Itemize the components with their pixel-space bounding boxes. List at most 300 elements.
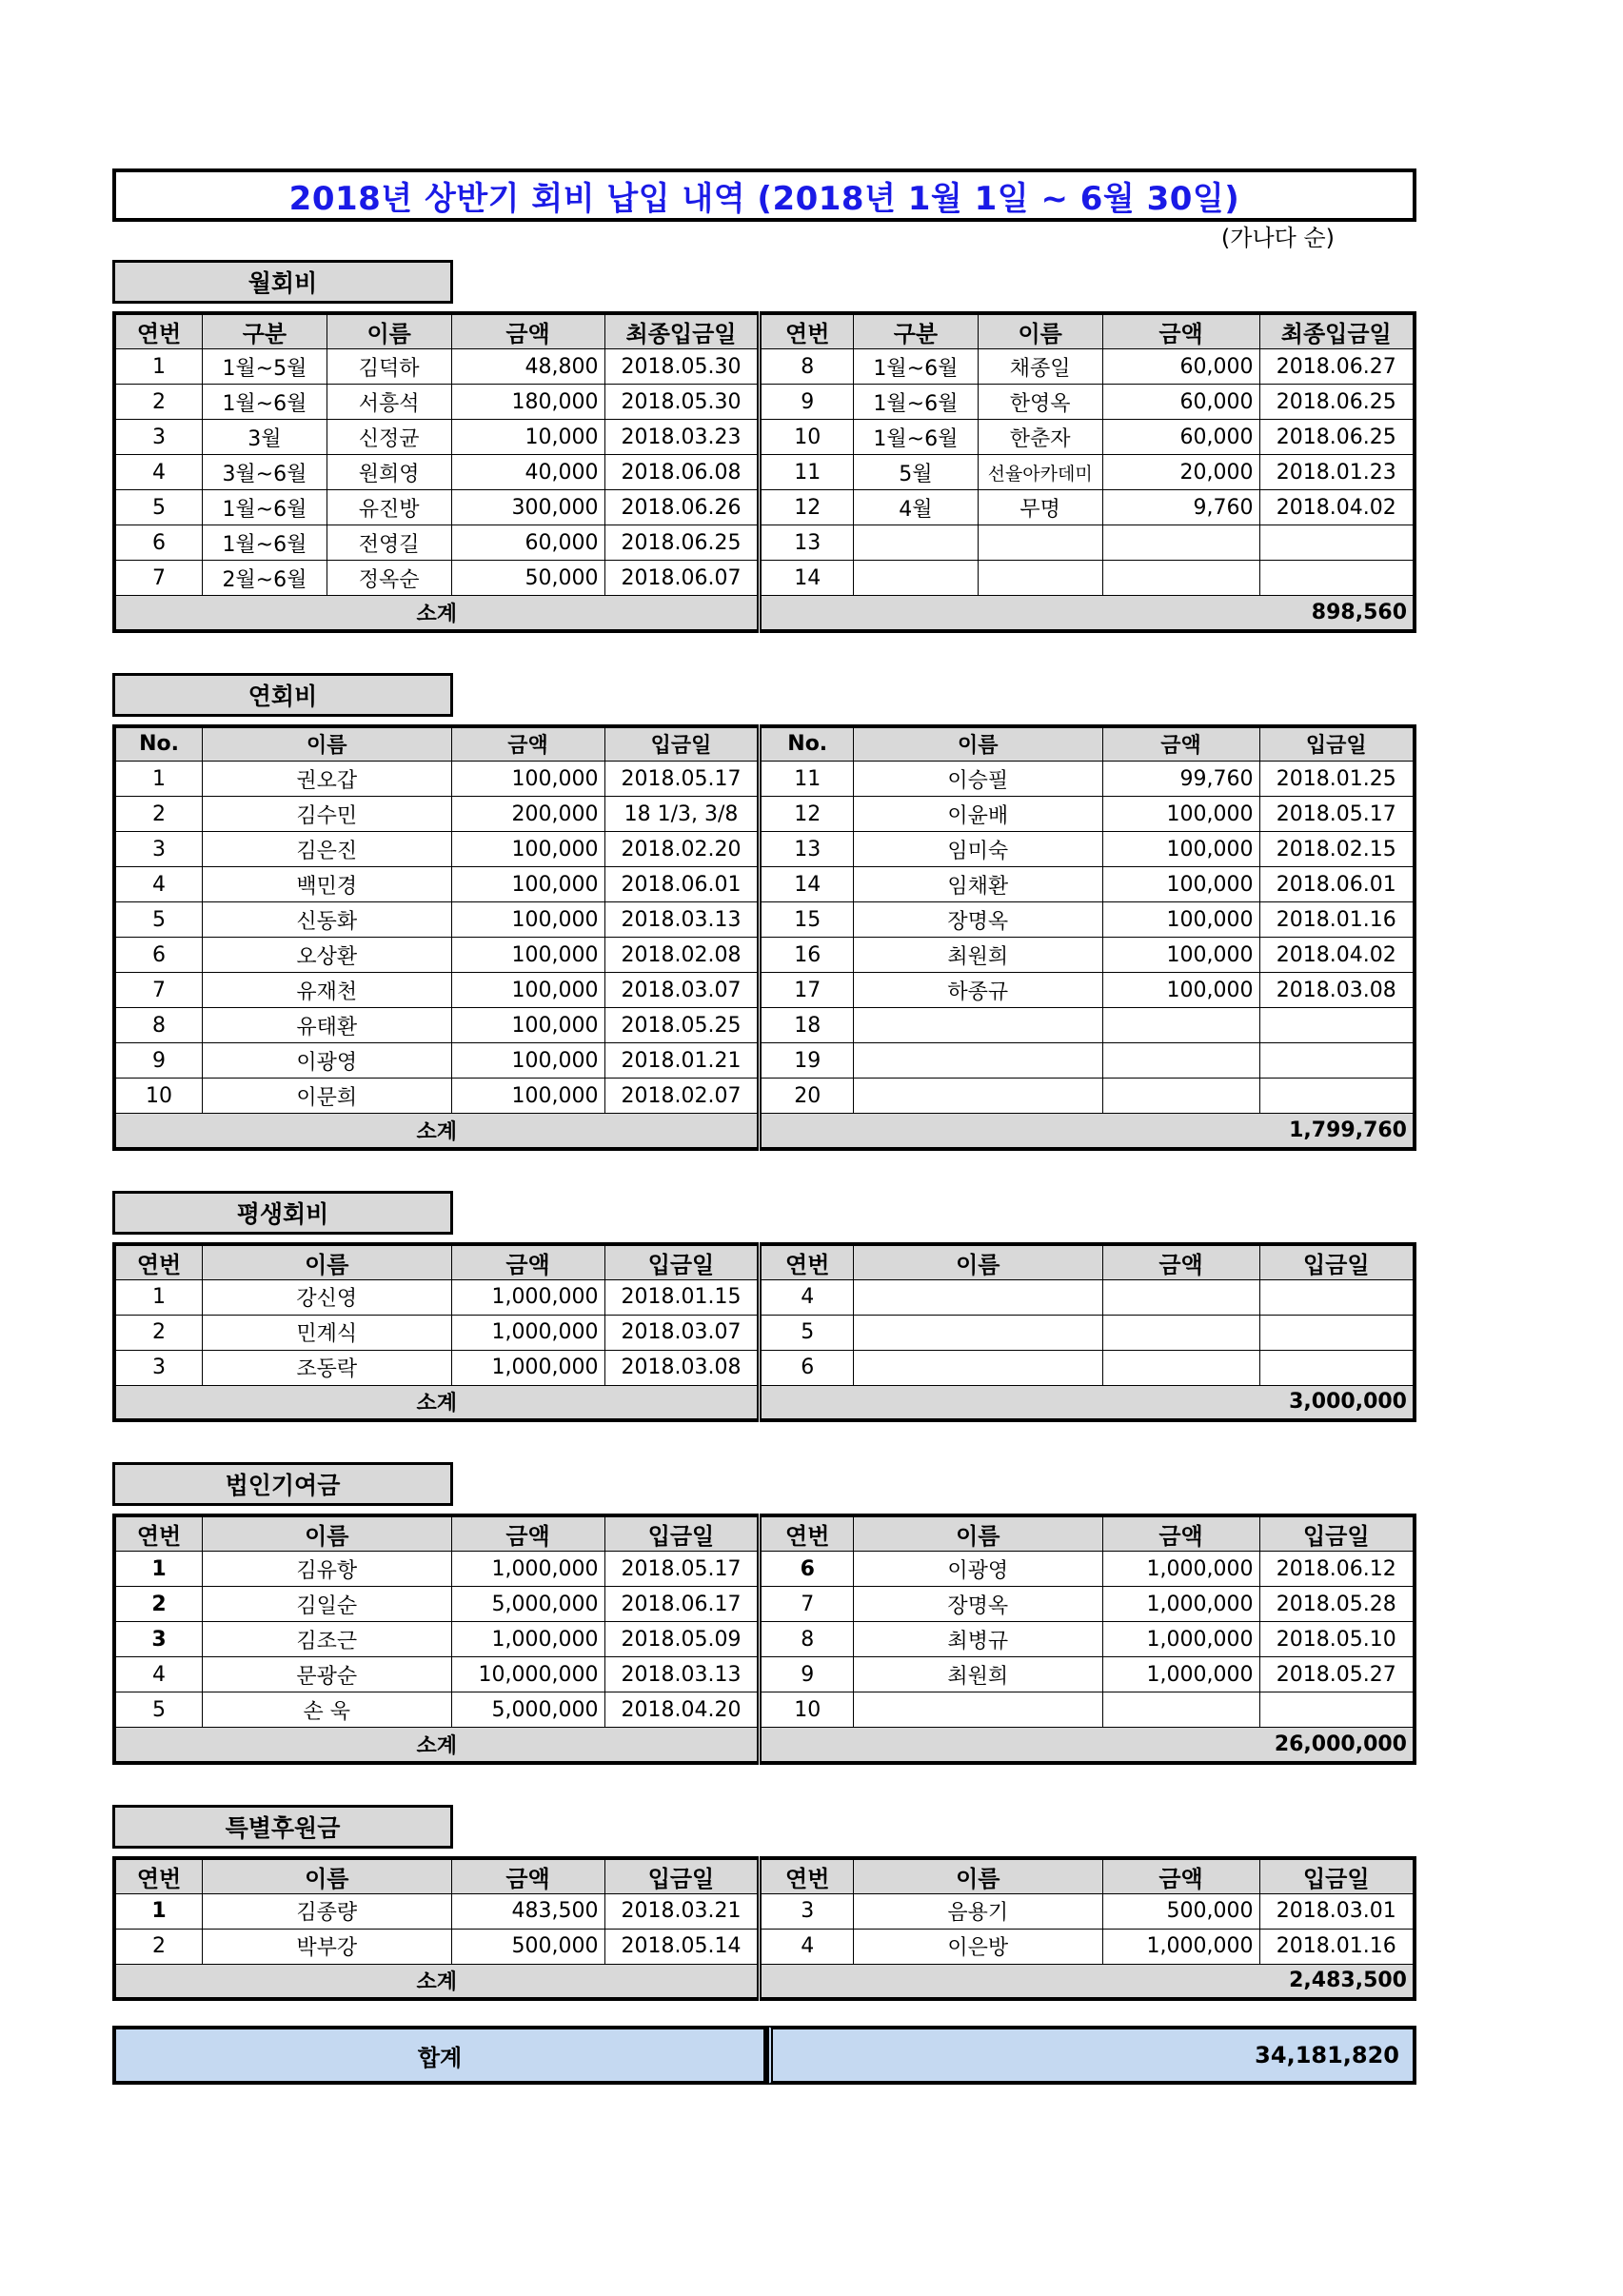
table-cell: 1,000,000 xyxy=(451,1279,604,1315)
subtotal-value: 26,000,000 xyxy=(760,1728,1415,1763)
column-header: 연번 xyxy=(114,1244,203,1280)
table-cell: 2018.01.16 xyxy=(1259,1929,1415,1964)
table-cell: 임미숙 xyxy=(854,832,1103,867)
table-cell xyxy=(854,525,979,561)
table-cell: 2018.01.15 xyxy=(604,1279,760,1315)
column-header: 금액 xyxy=(1102,1858,1259,1894)
table-cell: 100,000 xyxy=(451,1043,604,1079)
table-cell: 2018.06.17 xyxy=(604,1587,760,1622)
table-cell: 이문희 xyxy=(203,1079,452,1114)
column-header: 이름 xyxy=(854,1244,1103,1280)
table-cell xyxy=(1259,1350,1415,1385)
table-row xyxy=(114,1692,1415,1728)
table-row xyxy=(114,867,1415,902)
column-header: 이름 xyxy=(854,1515,1103,1552)
table-row xyxy=(114,1279,1415,1315)
column-header: No. xyxy=(760,726,854,762)
table-cell: 5월 xyxy=(854,455,979,490)
table-row xyxy=(114,385,1415,420)
table-cell: 2018.03.07 xyxy=(604,1315,760,1350)
header-row xyxy=(114,1858,1415,1894)
table-cell: 100,000 xyxy=(1102,973,1259,1008)
table-cell: 100,000 xyxy=(451,832,604,867)
table-cell: 2018.06.25 xyxy=(1259,420,1415,455)
table-cell xyxy=(978,561,1102,596)
column-header: 입금일 xyxy=(1259,1858,1415,1894)
table-cell: 17 xyxy=(760,973,854,1008)
table-cell: 20,000 xyxy=(1102,455,1259,490)
table-cell: 8 xyxy=(760,349,854,385)
column-header: 이름 xyxy=(978,313,1102,349)
table-cell: 서흥석 xyxy=(327,385,451,420)
table-cell: 손 욱 xyxy=(203,1692,452,1728)
table-cell: 하종규 xyxy=(854,973,1103,1008)
annual-fee-table xyxy=(112,724,1416,1151)
table-cell: 6 xyxy=(114,938,203,973)
column-header: 금액 xyxy=(1102,313,1259,349)
report-title-box xyxy=(112,168,1416,222)
table-row xyxy=(114,420,1415,455)
table-cell: 12 xyxy=(760,797,854,832)
column-header: 입금일 xyxy=(1259,1244,1415,1280)
table-cell: 10,000,000 xyxy=(451,1657,604,1692)
header-row xyxy=(114,313,1415,349)
table-cell: 3 xyxy=(114,420,203,455)
table-row xyxy=(114,1552,1415,1587)
table-cell: 2018.04.20 xyxy=(604,1692,760,1728)
table-cell: 4월 xyxy=(854,490,979,525)
table-cell: 3 xyxy=(114,1622,203,1657)
table-cell: 2018.04.02 xyxy=(1259,490,1415,525)
special-donation-table xyxy=(112,1856,1416,2002)
table-cell: 신동화 xyxy=(203,902,452,938)
table-cell: 5 xyxy=(114,1692,203,1728)
column-header: 연번 xyxy=(760,1858,854,1894)
table-cell: 유진방 xyxy=(327,490,451,525)
table-cell: 1,000,000 xyxy=(451,1552,604,1587)
table-cell: 2018.05.17 xyxy=(1259,797,1415,832)
column-header: 연번 xyxy=(114,1515,203,1552)
grand-total-label: 합계 xyxy=(112,2026,767,2085)
table-cell: 100,000 xyxy=(1102,938,1259,973)
table-cell: 임채환 xyxy=(854,867,1103,902)
table-cell: 1,000,000 xyxy=(1102,1587,1259,1622)
table-row xyxy=(114,902,1415,938)
table-cell: 1,000,000 xyxy=(1102,1929,1259,1964)
column-header: 구분 xyxy=(203,313,327,349)
table-cell: 1월~5월 xyxy=(203,349,327,385)
table-cell: 2018.03.07 xyxy=(604,973,760,1008)
table-cell: 1월~6월 xyxy=(203,525,327,561)
table-row xyxy=(114,938,1415,973)
table-cell: 이광영 xyxy=(203,1043,452,1079)
table-cell: 1,000,000 xyxy=(451,1622,604,1657)
table-cell: 10 xyxy=(760,1692,854,1728)
table-cell: 2018.05.17 xyxy=(604,1552,760,1587)
table-cell xyxy=(1102,1315,1259,1350)
subtotal-row xyxy=(114,1385,1415,1420)
table-cell xyxy=(1259,1079,1415,1114)
table-cell: 100,000 xyxy=(451,1079,604,1114)
column-header: 금액 xyxy=(1102,1515,1259,1552)
table-cell: 2018.05.10 xyxy=(1259,1622,1415,1657)
table-cell: 20 xyxy=(760,1079,854,1114)
table-cell: 8 xyxy=(760,1622,854,1657)
table-cell: 채종일 xyxy=(978,349,1102,385)
table-cell: 최원희 xyxy=(854,938,1103,973)
table-cell xyxy=(1259,1315,1415,1350)
table-cell: 민계식 xyxy=(203,1315,452,1350)
table-row xyxy=(114,1622,1415,1657)
table-cell xyxy=(854,1279,1103,1315)
table-cell: 6 xyxy=(760,1350,854,1385)
table-cell: 4 xyxy=(114,867,203,902)
table-cell: 1월~6월 xyxy=(854,349,979,385)
table-cell xyxy=(1102,1692,1259,1728)
table-cell: 이승필 xyxy=(854,762,1103,797)
table-cell: 신정균 xyxy=(327,420,451,455)
table-cell: 박부강 xyxy=(203,1929,452,1964)
table-row xyxy=(114,1893,1415,1929)
table-cell: 1월~6월 xyxy=(203,385,327,420)
table-cell xyxy=(854,1043,1103,1079)
table-cell xyxy=(978,525,1102,561)
table-cell: 김조근 xyxy=(203,1622,452,1657)
table-cell: 16 xyxy=(760,938,854,973)
table-cell: 60,000 xyxy=(1102,385,1259,420)
monthly-fee-table xyxy=(112,311,1416,633)
table-cell: 조동락 xyxy=(203,1350,452,1385)
table-cell: 2018.05.25 xyxy=(604,1008,760,1043)
section-label-monthly: 월회비 xyxy=(112,260,453,304)
table-cell: 문광순 xyxy=(203,1657,452,1692)
table-cell: 4 xyxy=(114,455,203,490)
table-cell: 100,000 xyxy=(451,938,604,973)
header-row xyxy=(114,1515,1415,1552)
table-cell xyxy=(1102,525,1259,561)
subtotal-row xyxy=(114,1728,1415,1763)
subtotal-label: 소계 xyxy=(114,1728,760,1763)
column-header: 금액 xyxy=(1102,1244,1259,1280)
column-header: 이름 xyxy=(203,1244,452,1280)
table-row xyxy=(114,973,1415,1008)
table-cell: 500,000 xyxy=(1102,1893,1259,1929)
column-header: 입금일 xyxy=(604,726,760,762)
column-header: 금액 xyxy=(451,1858,604,1894)
table-cell: 60,000 xyxy=(451,525,604,561)
table-cell: 200,000 xyxy=(451,797,604,832)
lifetime-fee-table xyxy=(112,1242,1416,1423)
table-cell xyxy=(1102,1279,1259,1315)
table-cell: 이은방 xyxy=(854,1929,1103,1964)
table-cell: 12 xyxy=(760,490,854,525)
table-cell: 6 xyxy=(114,525,203,561)
table-cell: 김종량 xyxy=(203,1893,452,1929)
table-cell: 500,000 xyxy=(451,1929,604,1964)
table-cell xyxy=(1102,1043,1259,1079)
section-label-special: 특별후원금 xyxy=(112,1805,453,1849)
table-cell: 선율아카데미 xyxy=(978,455,1102,490)
table-cell: 2018.02.15 xyxy=(1259,832,1415,867)
table-cell: 483,500 xyxy=(451,1893,604,1929)
table-cell: 2 xyxy=(114,1929,203,1964)
table-cell: 3월 xyxy=(203,420,327,455)
table-cell: 최병규 xyxy=(854,1622,1103,1657)
table-cell: 10,000 xyxy=(451,420,604,455)
table-cell: 2018.03.21 xyxy=(604,1893,760,1929)
table-cell: 7 xyxy=(760,1587,854,1622)
table-cell: 2018.06.01 xyxy=(604,867,760,902)
table-cell: 김수민 xyxy=(203,797,452,832)
table-cell: 2월~6월 xyxy=(203,561,327,596)
table-cell: 한춘자 xyxy=(978,420,1102,455)
table-cell: 2018.02.08 xyxy=(604,938,760,973)
table-cell: 1 xyxy=(114,349,203,385)
table-cell: 2018.06.25 xyxy=(1259,385,1415,420)
table-cell: 2018.06.08 xyxy=(604,455,760,490)
table-cell xyxy=(1102,1008,1259,1043)
subtotal-label: 소계 xyxy=(114,1964,760,1999)
header-row xyxy=(114,1244,1415,1280)
column-header: 금액 xyxy=(1102,726,1259,762)
table-cell xyxy=(1259,1043,1415,1079)
table-cell: 9 xyxy=(760,1657,854,1692)
table-cell: 2018.01.16 xyxy=(1259,902,1415,938)
column-header: 입금일 xyxy=(604,1244,760,1280)
table-cell: 48,800 xyxy=(451,349,604,385)
table-cell xyxy=(854,1079,1103,1114)
table-cell xyxy=(854,1008,1103,1043)
column-header: 이름 xyxy=(854,726,1103,762)
table-cell: 5 xyxy=(114,490,203,525)
table-row xyxy=(114,1929,1415,1964)
table-cell xyxy=(854,1350,1103,1385)
column-header: 이름 xyxy=(203,1515,452,1552)
table-row xyxy=(114,1315,1415,1350)
table-cell: 1,000,000 xyxy=(1102,1552,1259,1587)
column-header: 금액 xyxy=(451,1244,604,1280)
table-cell: 2018.01.21 xyxy=(604,1043,760,1079)
table-row xyxy=(114,1008,1415,1043)
table-cell: 2018.06.27 xyxy=(1259,349,1415,385)
table-cell: 1월~6월 xyxy=(854,385,979,420)
table-cell: 14 xyxy=(760,867,854,902)
table-cell xyxy=(1259,1692,1415,1728)
table-cell: 2018.05.28 xyxy=(1259,1587,1415,1622)
table-cell: 2018.05.09 xyxy=(604,1622,760,1657)
table-cell: 18 1/3, 3/8 xyxy=(604,797,760,832)
table-cell: 2018.06.07 xyxy=(604,561,760,596)
table-cell: 100,000 xyxy=(1102,902,1259,938)
table-cell: 3 xyxy=(760,1893,854,1929)
table-cell: 5,000,000 xyxy=(451,1587,604,1622)
table-cell: 300,000 xyxy=(451,490,604,525)
table-cell: 2018.03.13 xyxy=(604,1657,760,1692)
table-cell: 1 xyxy=(114,1279,203,1315)
table-cell: 2018.03.13 xyxy=(604,902,760,938)
table-cell: 김덕하 xyxy=(327,349,451,385)
table-row xyxy=(114,762,1415,797)
table-cell: 13 xyxy=(760,525,854,561)
table-cell: 40,000 xyxy=(451,455,604,490)
column-header: 금액 xyxy=(451,313,604,349)
table-row xyxy=(114,561,1415,596)
table-cell: 9 xyxy=(760,385,854,420)
table-row xyxy=(114,1350,1415,1385)
header-row xyxy=(114,726,1415,762)
table-cell: 전영길 xyxy=(327,525,451,561)
table-cell: 1월~6월 xyxy=(854,420,979,455)
table-cell: 100,000 xyxy=(1102,867,1259,902)
table-cell: 60,000 xyxy=(1102,420,1259,455)
table-cell: 최원희 xyxy=(854,1657,1103,1692)
table-cell: 3 xyxy=(114,832,203,867)
table-cell: 4 xyxy=(114,1657,203,1692)
column-header: 이름 xyxy=(203,726,452,762)
table-row xyxy=(114,1657,1415,1692)
subtotal-row xyxy=(114,596,1415,631)
table-cell: 5 xyxy=(114,902,203,938)
table-cell xyxy=(854,1315,1103,1350)
grand-total-value: 34,181,820 xyxy=(767,2026,1416,2085)
table-cell: 2018.01.25 xyxy=(1259,762,1415,797)
table-cell: 5,000,000 xyxy=(451,1692,604,1728)
table-cell: 무명 xyxy=(978,490,1102,525)
column-header: 금액 xyxy=(451,726,604,762)
table-cell: 2018.03.01 xyxy=(1259,1893,1415,1929)
table-cell: 2 xyxy=(114,1315,203,1350)
table-cell: 이광영 xyxy=(854,1552,1103,1587)
table-cell: 100,000 xyxy=(451,902,604,938)
table-cell: 99,760 xyxy=(1102,762,1259,797)
table-cell: 1,000,000 xyxy=(1102,1657,1259,1692)
column-header: No. xyxy=(114,726,203,762)
table-cell: 1 xyxy=(114,762,203,797)
table-cell: 100,000 xyxy=(1102,832,1259,867)
table-row xyxy=(114,349,1415,385)
table-cell: 1,000,000 xyxy=(451,1350,604,1385)
table-cell: 2018.05.14 xyxy=(604,1929,760,1964)
table-cell: 14 xyxy=(760,561,854,596)
table-cell: 13 xyxy=(760,832,854,867)
table-cell: 100,000 xyxy=(451,867,604,902)
column-header: 연번 xyxy=(114,1858,203,1894)
subtotal-value: 2,483,500 xyxy=(760,1964,1415,1999)
table-cell xyxy=(1259,561,1415,596)
table-cell: 권오갑 xyxy=(203,762,452,797)
table-cell: 백민경 xyxy=(203,867,452,902)
table-cell: 김유항 xyxy=(203,1552,452,1587)
subtotal-label: 소계 xyxy=(114,1385,760,1420)
table-cell: 9,760 xyxy=(1102,490,1259,525)
table-row xyxy=(114,832,1415,867)
report-page xyxy=(112,168,1422,2085)
column-header: 입금일 xyxy=(604,1858,760,1894)
table-cell: 6 xyxy=(760,1552,854,1587)
table-cell: 장명옥 xyxy=(854,902,1103,938)
table-cell: 2018.05.30 xyxy=(604,385,760,420)
table-cell: 2018.04.02 xyxy=(1259,938,1415,973)
table-cell: 100,000 xyxy=(451,973,604,1008)
table-cell: 2018.03.08 xyxy=(1259,973,1415,1008)
table-cell: 11 xyxy=(760,762,854,797)
report-title: 2018년 상반기 회비 납입 내역 (2018년 1월 1일 ~ 6월 30일) xyxy=(288,179,1240,218)
table-cell: 5 xyxy=(760,1315,854,1350)
table-cell: 15 xyxy=(760,902,854,938)
subtotal-row xyxy=(114,1114,1415,1149)
subtotal-value: 3,000,000 xyxy=(760,1385,1415,1420)
table-cell: 한영옥 xyxy=(978,385,1102,420)
table-cell: 1,000,000 xyxy=(451,1315,604,1350)
table-cell xyxy=(1102,1350,1259,1385)
table-row xyxy=(114,1043,1415,1079)
table-cell: 3 xyxy=(114,1350,203,1385)
table-cell: 10 xyxy=(760,420,854,455)
subtotal-value: 1,799,760 xyxy=(760,1114,1415,1149)
table-cell: 2018.05.30 xyxy=(604,349,760,385)
table-cell: 2018.05.17 xyxy=(604,762,760,797)
table-cell: 3월~6월 xyxy=(203,455,327,490)
column-header: 이름 xyxy=(327,313,451,349)
grand-total-row xyxy=(112,2026,1416,2085)
table-cell: 김일순 xyxy=(203,1587,452,1622)
table-cell: 2018.06.26 xyxy=(604,490,760,525)
subtotal-value: 898,560 xyxy=(760,596,1415,631)
table-cell: 11 xyxy=(760,455,854,490)
table-cell: 2018.06.12 xyxy=(1259,1552,1415,1587)
table-cell: 2018.02.07 xyxy=(604,1079,760,1114)
table-cell: 9 xyxy=(114,1043,203,1079)
table-cell: 강신영 xyxy=(203,1279,452,1315)
table-cell: 7 xyxy=(114,561,203,596)
table-cell: 50,000 xyxy=(451,561,604,596)
table-cell: 유재천 xyxy=(203,973,452,1008)
table-cell: 19 xyxy=(760,1043,854,1079)
column-header: 구분 xyxy=(854,313,979,349)
table-cell xyxy=(1259,525,1415,561)
column-header: 연번 xyxy=(760,313,854,349)
table-cell xyxy=(1259,1279,1415,1315)
table-row xyxy=(114,797,1415,832)
subtotal-label: 소계 xyxy=(114,1114,760,1149)
section-label-corporate: 법인기여금 xyxy=(112,1462,453,1506)
table-cell: 장명옥 xyxy=(854,1587,1103,1622)
subtotal-label: 소계 xyxy=(114,596,760,631)
column-header: 최종입금일 xyxy=(604,313,760,349)
table-cell: 1 xyxy=(114,1893,203,1929)
table-cell: 2018.05.27 xyxy=(1259,1657,1415,1692)
table-row xyxy=(114,455,1415,490)
sort-note: (가나다 순) xyxy=(1220,225,1335,251)
table-cell: 1 xyxy=(114,1552,203,1587)
table-cell: 2018.03.23 xyxy=(604,420,760,455)
table-cell: 원희영 xyxy=(327,455,451,490)
column-header: 입금일 xyxy=(1259,726,1415,762)
table-cell: 이윤배 xyxy=(854,797,1103,832)
table-cell xyxy=(1102,561,1259,596)
table-cell xyxy=(1102,1079,1259,1114)
table-cell: 오상환 xyxy=(203,938,452,973)
table-row xyxy=(114,490,1415,525)
table-cell: 4 xyxy=(760,1279,854,1315)
table-cell: 정옥순 xyxy=(327,561,451,596)
table-cell: 2 xyxy=(114,385,203,420)
column-header: 입금일 xyxy=(604,1515,760,1552)
table-cell: 10 xyxy=(114,1079,203,1114)
table-cell: 1,000,000 xyxy=(1102,1622,1259,1657)
column-header: 연번 xyxy=(760,1244,854,1280)
table-cell: 100,000 xyxy=(451,1008,604,1043)
